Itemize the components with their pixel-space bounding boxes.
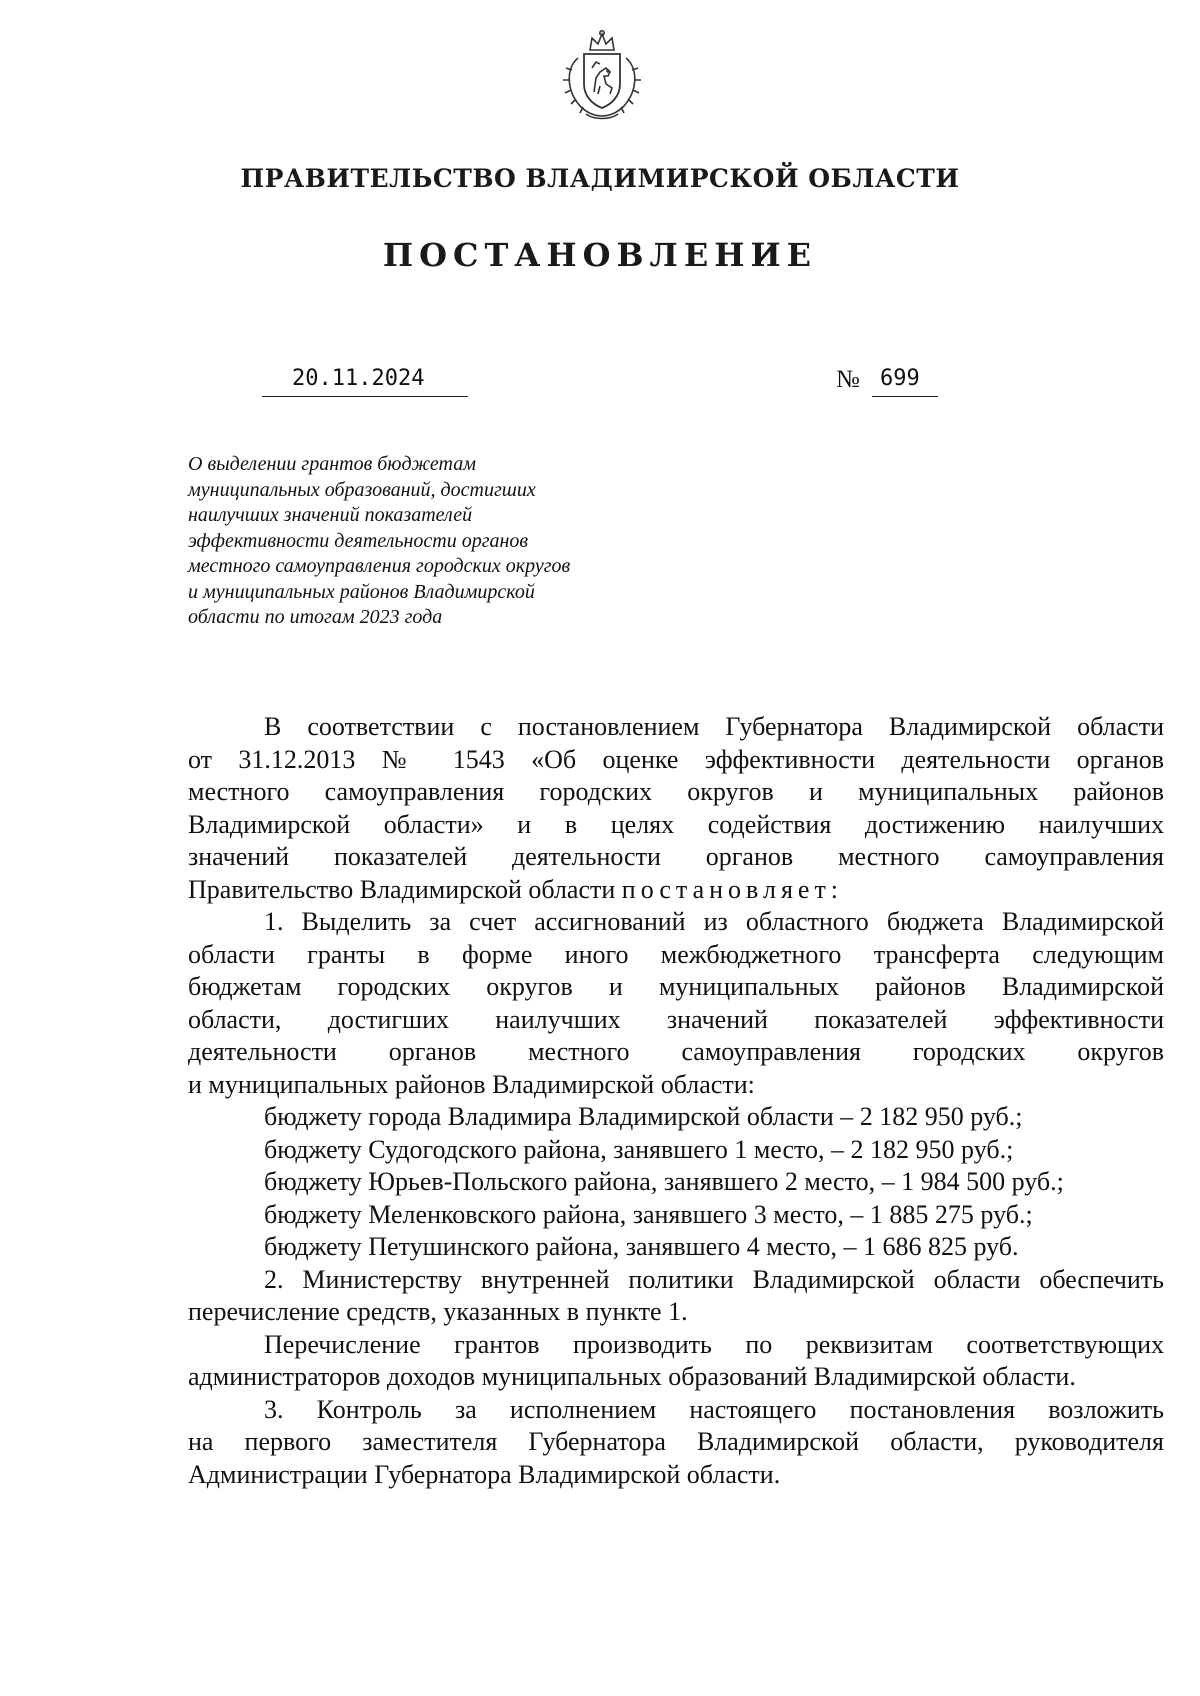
item1-line: деятельности органов местного самоуправления городских округов [188,1037,1164,1066]
item2-line: перечисление средств, указанных в пункте 1. [188,1297,688,1326]
item3-line: 3. Контроль за исполнением настоящего постановления возложить [264,1394,1164,1424]
item1-line: области гранты в форме иного межбюджетного трансферта следующим [188,939,1164,969]
preamble-line: Владимирской области» и в целях содействия достижению наилучших [188,809,1164,839]
document-subject [188,452,708,631]
item1-line: и муниципальных районов Владимирской области: [188,1069,755,1099]
preamble-verb: постановляет: [621,874,844,904]
preamble-subject: Правительство Владимирской области [188,874,616,904]
government-title: ПРАВИТЕЛЬСТВО ВЛАДИМИРСКОЙ ОБЛАСТИ [240,164,960,193]
grant-line: бюджету Юрьев-Польского района, занявшего 2 место, – 1 984 500 руб.; [264,1167,1064,1196]
subject-line: О выделении грантов бюджетам [188,453,476,475]
document-body [188,711,1164,1491]
preamble-line: местного самоуправления городских округов и муниципальных районов [188,777,1164,806]
item2-line: 2. Министерству внутренней политики Владимирской области обеспечить [264,1264,1164,1294]
subject-line: местного самоуправления городских округов [188,555,571,577]
preamble-line: от 31.12.2013 № 1543 «Об оценке эффективности деятельности органов [188,744,1164,774]
preamble-last-line [188,874,1164,907]
grant-line: бюджету Судогодского района, занявшего 1 место, – 2 182 950 руб.; [264,1134,1014,1164]
document-number-field [872,366,938,397]
item1-line: 1. Выделить за счет ассигнований из областного бюджета Владимирской [264,907,1164,936]
grant-line: бюджету Петушинского района, занявшего 4 место, – 1 686 825 руб. [264,1232,1019,1261]
document-type-heading: ПОСТАНОВЛЕНИЕ [382,236,818,274]
item3-line: на первого заместителя Губернатора Владимирской области, руководителя [188,1427,1164,1456]
document-number: 699 [880,366,920,391]
subject-line: муниципальных образований, достигших [188,478,536,501]
item3-line: Администрации Губернатора Владимирской области. [188,1459,781,1489]
subject-line: области по итогам 2023 года [188,606,443,628]
item1-line: области, достигших наилучших значений показателей эффективности [188,1004,1164,1034]
item1-line: бюджетам городских округов и муниципальных районов Владимирской [188,972,1164,1001]
subject-line: наилучших значений показателей [188,504,473,526]
document-date-field [262,366,468,397]
document-date: 20.11.2024 [292,366,425,391]
grant-line: бюджету Меленковского района, занявшего 3 место, – 1 885 275 руб.; [264,1199,1033,1229]
document-number-label: № [836,366,860,393]
subject-line: и муниципальных районов Владимирской [188,580,535,603]
transfer-line: администраторов доходов муниципальных образований Владимирской области. [188,1362,1076,1391]
grant-line: бюджету города Владимира Владимирской области – 2 182 950 руб.; [264,1102,1023,1131]
subject-line: эффективности деятельности органов [188,529,529,552]
transfer-line: Перечисление грантов производить по реквизитам соответствующих [264,1329,1164,1359]
coat-of-arms-icon [556,28,648,124]
preamble-line: В соответствии с постановлением Губернатора Владимирской области [264,712,1164,741]
preamble-line: значений показателей деятельности органов местного самоуправления [188,842,1164,871]
